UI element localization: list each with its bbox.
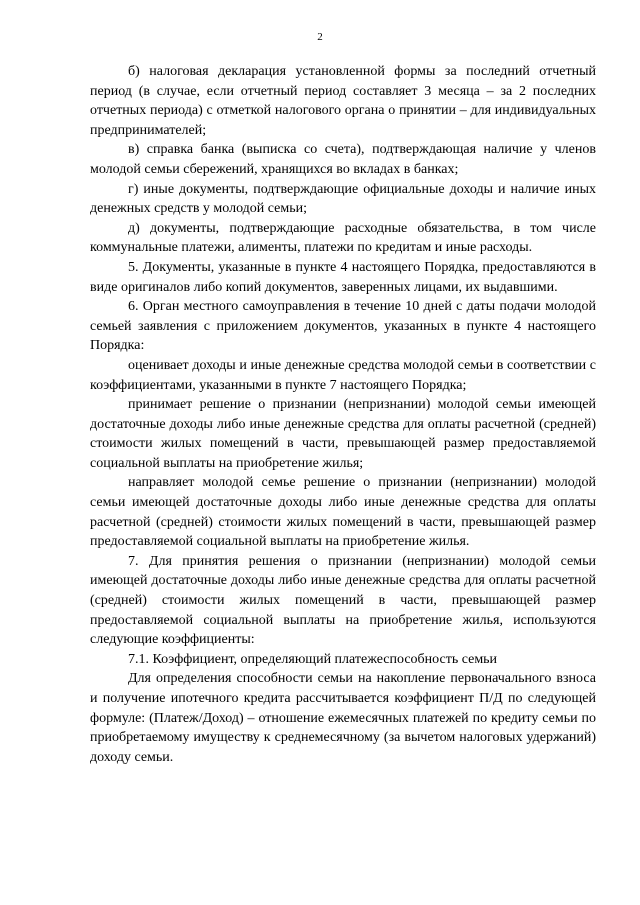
paragraph-item-b: б) налоговая декларация установленной формы за последний отчетный период (в случае, если отчетный период составляет 3 месяца – за 2 последних отчетных периода) с отметкой налогового органа о принятии – для индивидуальных предпринимателей;	[90, 64, 596, 138]
page-number: 2	[317, 31, 323, 43]
paragraph-item-v: в) справка банка (выписка со счета), подтверждающая наличие у членов молодой семьи сбережений, хранящихся во вкладах в банках;	[90, 142, 596, 177]
paragraph-clause-7-1: 7.1. Коэффициент, определяющий платежеспособность семьи	[128, 651, 498, 667]
paragraph-item-d: д) документы, подтверждающие расходные обязательства, в том числе коммунальные платежи, алименты, платежи по кредитам и иные расходы.	[90, 220, 596, 256]
paragraph-clause-5: 5. Документы, указанные в пункте 4 настоящего Порядка, предоставляются в виде оригиналов либо копий документов, заверенных лицами, их выдавшими.	[90, 259, 596, 295]
paragraph-clause-7-1-formula: Для определения способности семьи на накопление первоначального взноса и получение ипотечного кредита рассчитывается коэффициент П/Д по следующей формуле: (Платеж/Доход) – отношение ежемесячных платежей по кредиту семьи по приобретаемому имуществу к среднемесячному (за вычетом налоговых удержаний) доходу семьи.	[90, 671, 596, 765]
paragraph-clause-6-decides: принимает решение о признании (непризнании) молодой семьи имеющей достаточные доходы либо иные денежные средства для оплаты расчетной (средней) стоимости жилых помещений в части, превышающей размер предоставляемой социальной выплаты на приобретение жилья;	[90, 397, 596, 471]
paragraph-item-g: г) иные документы, подтверждающие официальные доходы и наличие иных денежных средств у молодой семьи;	[90, 181, 596, 217]
document-body	[90, 62, 596, 767]
paragraph-clause-6-evaluates: оценивает доходы и иные денежные средства молодой семьи в соответствии с коэффициентами, указанными в пункте 7 настоящего Порядка;	[90, 357, 596, 393]
paragraph-clause-6: 6. Орган местного самоуправления в течение 10 дней с даты подачи молодой семьей заявления с приложением документов, указанных в пункте 4 настоящего Порядка:	[90, 299, 596, 354]
paragraph-clause-6-sends: направляет молодой семье решение о признании (непризнании) молодой семьи имеющей достаточные доходы либо иные денежные средства для оплаты расчетной (средней) стоимости жилых помещений в части, превышающей размер предоставляемой социальной выплаты на приобретение жилья.	[90, 475, 596, 550]
paragraph-clause-7: 7. Для принятия решения о признании (непризнании) молодой семьи имеющей достаточные доходы либо иные денежные средства для оплаты расчетной (средней) стоимости жилых помещений в части, превышающей размер предоставляемой социальной выплаты на приобретение жилья, используются следующие коэффициенты:	[90, 553, 596, 648]
